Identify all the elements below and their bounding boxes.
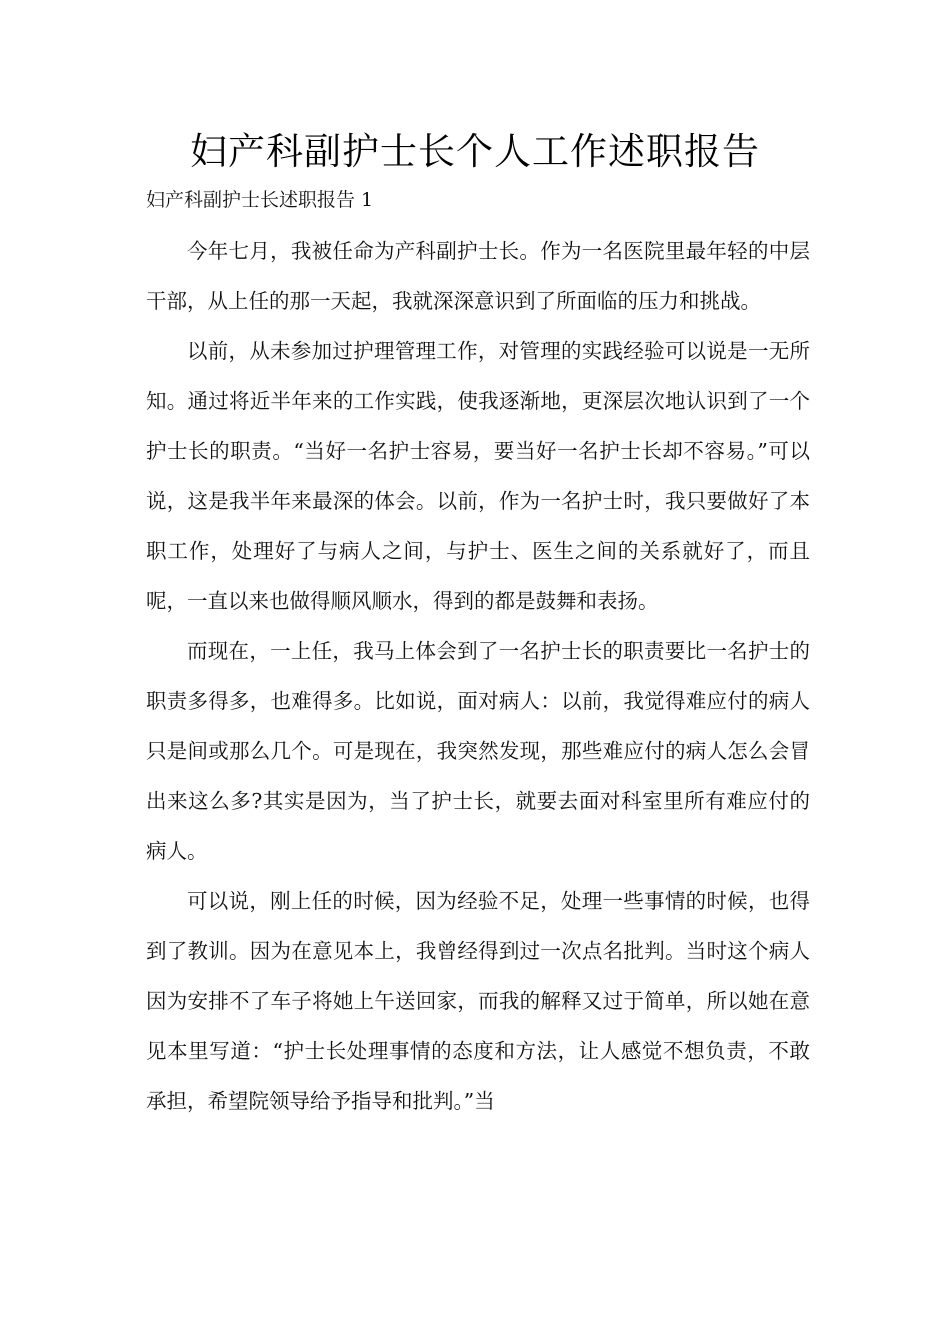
paragraph-4: 可以说，刚上任的时候，因为经验不足，处理一些事情的时候，也得到了教训。因为在意见本上，我曾经得到过一次点名批判。当时这个病人因为安排不了车子将她上午送回家，而我的解释又过于简单，所以她在意见本里写道：“护士长处理事情的态度和方法，让人感觉不想负责，不敢承担，希望院领导给予指导和批判。”当 [146, 889, 810, 1113]
paragraph-1: 今年七月，我被任命为产科副护士长。作为一名医院里最年轻的中层干部，从上任的那一天起，我就深深意识到了所面临的压力和挑战。 [146, 239, 810, 313]
document-subtitle: 妇产科副护士长述职报告 1 [146, 189, 374, 211]
paragraph-3: 而现在，一上任，我马上体会到了一名护士长的职责要比一名护士的职责多得多，也难得多。比如说，面对病人：以前，我觉得难应付的病人只是间或那么几个。可是现在，我突然发现，那些难应付的病人怎么会冒出来这么多?其实是因为，当了护士长，就要去面对科室里所有难应付的病人。 [146, 639, 810, 863]
document-body [146, 226, 810, 1126]
paragraph-2: 以前，从未参加过护理管理工作，对管理的实践经验可以说是一无所知。通过将近半年来的工作实践，使我逐渐地，更深层次地认识到了一个护士长的职责。“当好一名护士容易，要当好一名护士长却不容易。”可以说，这是我半年来最深的体会。以前，作为一名护士时，我只要做好了本职工作，处理好了与病人之间，与护士、医生之间的关系就好了，而且呢，一直以来也做得顺风顺水，得到的都是鼓舞和表扬。 [146, 339, 810, 613]
document-title: 妇产科副护士长个人工作述职报告 [190, 130, 760, 173]
